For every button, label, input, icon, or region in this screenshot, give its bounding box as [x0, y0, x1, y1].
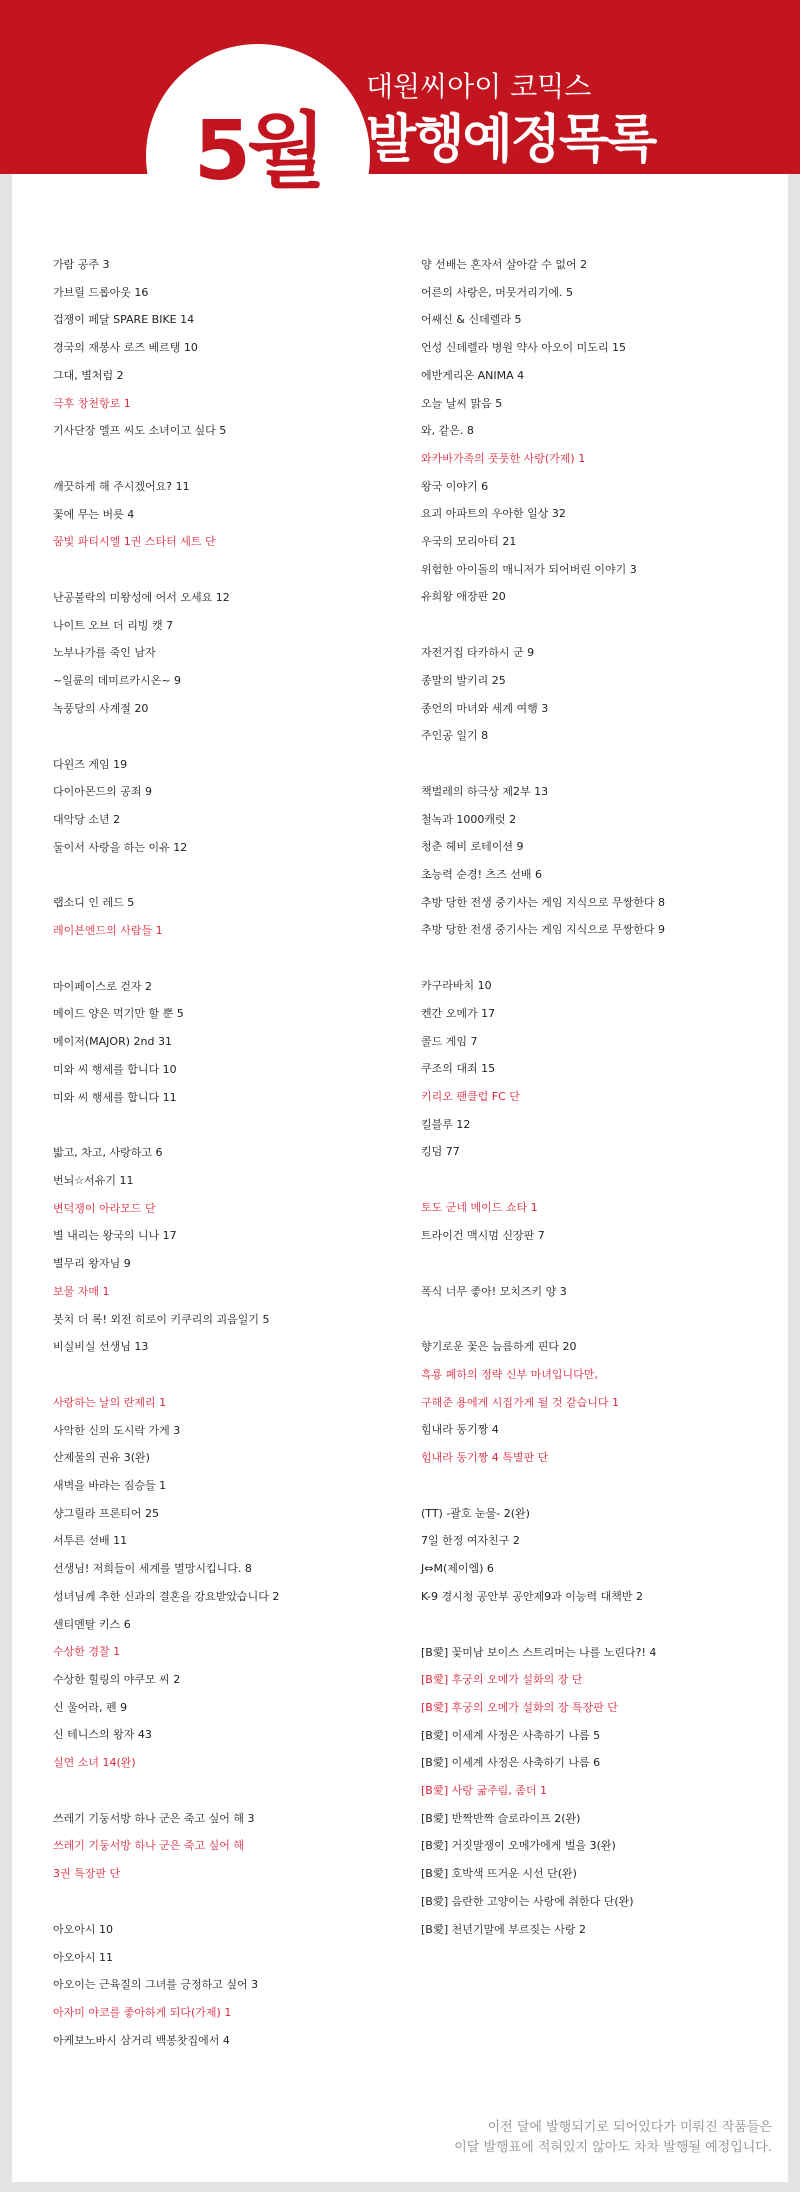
title-item: [B愛] 이세계 사정은 사축하기 나름 6	[421, 1756, 601, 1770]
right-column	[421, 251, 781, 1971]
title-item: 청춘 헤비 로테이션 9	[421, 840, 524, 854]
title-item: 양 선배는 혼자서 살아갈 수 없어 2	[421, 258, 588, 271]
title-item: 별 내리는 왕국의 니나 17	[53, 1229, 177, 1243]
title-item: (TT) -괄호 눈물- 2(완)	[421, 1506, 530, 1520]
highlighted-title-item: 와카바가족의 풋풋한 사랑(가제) 1	[421, 451, 586, 465]
title-item: 겁쟁이 페달 SPARE BIKE 14	[53, 313, 195, 327]
highlighted-title-item: 키리오 팬클럽 FC 단	[421, 1089, 520, 1103]
title-item: 아오아시 10	[53, 1922, 113, 1936]
highlighted-title-item: [B愛] 후궁의 오메가 설화의 장 특장판 단	[421, 1700, 618, 1714]
title-item: 마이페이스로 걷자 2	[53, 979, 152, 993]
title-item: 추방 당한 전생 중기사는 게임 지식으로 무쌍한다 9	[421, 923, 665, 937]
title-item: 켄간 오메가 17	[421, 1006, 496, 1020]
title-item: 깨끗하게 해 주시겠어요? 11	[53, 479, 190, 493]
footnote-line: 이달 발행표에 적혀있지 않아도 차차 발행될 예정입니다.	[454, 2140, 772, 2155]
title-item: 아오아시 11	[53, 1950, 113, 1964]
highlighted-title-item: 3권 특장판 단	[53, 1867, 121, 1881]
title-group	[421, 778, 781, 944]
title-item: 신 테니스의 왕자 43	[53, 1728, 152, 1742]
title-item: 우국의 모리아티 21	[421, 535, 517, 549]
title-item: 콜드 게임 7	[421, 1034, 478, 1048]
title-item: 새벽을 바라는 짐승들 1	[53, 1479, 167, 1493]
title-item: 추방 당한 전생 중기사는 게임 지식으로 무쌍한다 8	[421, 895, 665, 909]
catalog-title: 발행예정목록	[366, 110, 656, 170]
title-item: ~일륜의 데미르카시온~ 9	[53, 674, 182, 688]
title-group	[421, 972, 781, 1166]
title-item: 요괴 아파트의 우아한 일상 32	[421, 507, 566, 521]
title-group	[53, 1805, 413, 1888]
title-item: 경국의 재봉사 로즈 베르탱 10	[53, 341, 198, 355]
title-item: 센티멘탈 키스 6	[53, 1617, 131, 1631]
highlighted-title-item: 구해준 용에게 시집가게 될 것 같습니다 1	[421, 1395, 619, 1409]
highlighted-title-item: 레이븐엔드의 사람들 1	[53, 924, 163, 938]
title-item: [B愛] 호박색 뜨거운 시선 단(완)	[421, 1867, 577, 1881]
title-item: 언성 신데렐라 병원 약사 아오이 미도리 15	[421, 341, 626, 355]
title-item: 와, 같은. 8	[421, 424, 474, 438]
highlighted-title-item: [B愛] 사랑 굶주림, 좀더 1	[421, 1784, 547, 1798]
title-item: 트라이건 맥시멈 신장판 7	[421, 1228, 545, 1242]
title-item: J⇔M(제이엠) 6	[421, 1562, 494, 1576]
title-item: 아오이는 근육질의 그녀를 긍정하고 싶어 3	[53, 1978, 259, 1992]
title-item: [B愛] 반짝반짝 슬로라이프 2(완)	[421, 1811, 581, 1825]
title-group	[421, 1639, 781, 1944]
title-item: 종말의 발키리 25	[421, 673, 506, 687]
title-item: 샹그릴라 프론티어 25	[53, 1506, 159, 1520]
title-item: 대악당 소년 2	[53, 812, 121, 826]
title-item: 사악한 신의 도시락 가게 3	[53, 1423, 181, 1437]
title-item: 책벌레의 하극상 제2부 13	[421, 784, 549, 798]
title-item: 나이트 오브 더 리빙 캣 7	[53, 618, 174, 632]
title-item: 아케보노바시 삼거리 백봉찻집에서 4	[53, 2033, 230, 2047]
title-item: 미와 씨 행세를 합니다 11	[53, 1090, 177, 1104]
highlighted-title-item: 실연 소녀 14(완)	[53, 1756, 136, 1770]
title-group	[53, 1139, 413, 1361]
title-item: 밟고, 차고, 사랑하고 6	[53, 1146, 163, 1160]
title-item: 둘이서 사랑을 하는 이유 12	[53, 840, 188, 854]
title-item: 향기로운 꽃은 늠름하게 핀다 20	[421, 1340, 577, 1354]
highlighted-title-item: 꿈빛 파티시엘 1권 스타터 세트 단	[53, 535, 216, 549]
title-item: 수상한 힐링의 야쿠모 씨 2	[53, 1672, 181, 1686]
title-item: K-9 경시청 공안부 공안제9과 이능력 대책반 2	[421, 1589, 644, 1603]
title-group	[421, 251, 781, 611]
title-item: 철녹과 1000캐럿 2	[421, 812, 517, 826]
highlighted-title-item: 극후 창천항로 1	[53, 396, 131, 410]
title-item: 킬블루 12	[421, 1117, 471, 1131]
title-group	[53, 1389, 413, 1777]
footnote	[454, 2118, 772, 2158]
highlighted-title-item: 흑룡 폐하의 정략 신부 마녀입니다만,	[421, 1367, 598, 1381]
title-group	[53, 889, 413, 944]
title-item: 비실비실 선생님 13	[53, 1340, 149, 1354]
highlighted-title-item: 보물 자매 1	[53, 1284, 110, 1298]
title-group	[53, 251, 413, 445]
title-item: 킹덤 77	[421, 1145, 460, 1159]
title-item: 폭식 너무 좋아! 모치즈키 양 3	[421, 1284, 567, 1298]
title-item: 왕국 이야기 6	[421, 479, 489, 493]
title-item: 다윈즈 게임 19	[53, 757, 128, 771]
title-item: 봇치 더 록! 외전 히로이 키쿠리의 괴음일기 5	[53, 1312, 270, 1326]
title-item: 어쌔신 & 신데렐라 5	[421, 313, 522, 327]
footnote-line: 이전 달에 발행되기로 되어있다가 미뤄진 작품들은	[487, 2120, 772, 2135]
title-item: 랩소디 인 레드 5	[53, 896, 135, 910]
title-group	[421, 1194, 781, 1249]
title-group	[53, 1916, 413, 2055]
title-item: 성녀님께 추한 신과의 결혼을 강요받았습니다 2	[53, 1589, 280, 1603]
title-item: 쿠조의 대죄 15	[421, 1062, 496, 1076]
left-column	[53, 251, 413, 2082]
title-item: 종언의 마녀와 세계 여행 3	[421, 701, 549, 715]
title-item: 그대, 별처럼 2	[53, 368, 124, 382]
highlighted-title-item: [B愛] 후궁의 오메가 설화의 장 단	[421, 1673, 583, 1687]
highlighted-title-item: 변덕쟁이 아라모드 단	[53, 1201, 156, 1215]
title-item: [B愛] 음란한 고양이는 사랑에 취한다 단(완)	[421, 1894, 634, 1908]
title-item: 오늘 날씨 맑음 5	[421, 396, 503, 410]
title-group	[53, 584, 413, 723]
title-item: 자전거집 타카하시 군 9	[421, 646, 535, 660]
title-item: 선생님! 저희들이 세계를 멸망시킵니다. 8	[53, 1562, 252, 1576]
title-item: 별무리 왕자님 9	[53, 1257, 131, 1271]
title-group	[421, 1500, 781, 1611]
title-item: 에반게리온 ANIMA 4	[421, 368, 525, 382]
title-group	[421, 1333, 781, 1472]
highlighted-title-item: 아자미 야코를 좋아하게 되다(가제) 1	[53, 2005, 232, 2019]
title-item: 녹풍당의 사계절 20	[53, 701, 149, 715]
title-item: 쓰레기 기둥서방 하나 군은 죽고 싶어 해 3	[53, 1811, 255, 1825]
highlighted-title-item: 쓰레기 기둥서방 하나 군은 죽고 싶어 해	[53, 1839, 244, 1853]
title-item: [B愛] 거짓말쟁이 오메가에게 벌을 3(완)	[421, 1839, 616, 1853]
title-item: 어른의 사랑은, 머뭇거리기에. 5	[421, 285, 573, 299]
publisher-name: 대원씨아이 코믹스	[366, 70, 592, 103]
highlighted-title-item: 힘내라 동기짱 4 특별판 단	[421, 1451, 549, 1465]
title-group	[421, 639, 781, 750]
title-item: 주인공 일기 8	[421, 729, 489, 743]
title-group	[421, 1278, 781, 1306]
title-item: 위험한 아이돌의 매니저가 되어버린 이야기 3	[421, 562, 637, 576]
title-item: 유희왕 애장판 20	[421, 590, 506, 604]
title-item: 메이저(MAJOR) 2nd 31	[53, 1035, 172, 1049]
title-item: [B愛] 천년기말에 부르짖는 사랑 2	[421, 1922, 586, 1936]
highlighted-title-item: 사랑하는 날의 란제리 1	[53, 1395, 167, 1409]
title-item: 기사단장 엘프 씨도 소녀이고 싶다 5	[53, 424, 227, 438]
title-item: 7일 한정 여자친구 2	[421, 1534, 520, 1548]
title-item: 카구라바치 10	[421, 979, 492, 993]
title-item: 노부나가를 죽인 남자	[53, 646, 156, 660]
highlighted-title-item: 토도 군네 메이드 쇼타 1	[421, 1201, 538, 1215]
title-group	[53, 473, 413, 556]
title-item: 난공불락의 미왕성에 어서 오세요 12	[53, 591, 230, 605]
title-item: 미와 씨 행세를 합니다 10	[53, 1062, 177, 1076]
title-item: 서투른 선배 11	[53, 1534, 128, 1548]
month-label: 5월	[193, 104, 323, 199]
title-item: 힘내라 동기짱 4	[421, 1423, 499, 1437]
title-item: 번뇌☆서유기 11	[53, 1173, 134, 1187]
title-group	[53, 973, 413, 1112]
title-item: 메이드 양은 먹기만 할 뿐 5	[53, 1007, 184, 1021]
title-item: [B愛] 이세계 사정은 사축하기 나름 5	[421, 1728, 601, 1742]
title-item: 신 울어라, 펜 9	[53, 1700, 128, 1714]
title-group	[53, 751, 413, 862]
title-item: 초능력 순경! 츠즈 선배 6	[421, 868, 543, 882]
title-item: 가람 공주 3	[53, 258, 110, 271]
title-item: 꽃에 무는 버릇 4	[53, 507, 135, 521]
title-item: [B愛] 꽃미남 보이스 스트리머는 나를 노린다?! 4	[421, 1645, 657, 1659]
title-item: 다이아몬드의 공죄 9	[53, 785, 152, 799]
title-item: 산제물의 권유 3(완)	[53, 1451, 150, 1465]
title-item: 가브릴 드롭아웃 16	[53, 285, 149, 299]
highlighted-title-item: 수상한 경찰 1	[53, 1645, 121, 1659]
